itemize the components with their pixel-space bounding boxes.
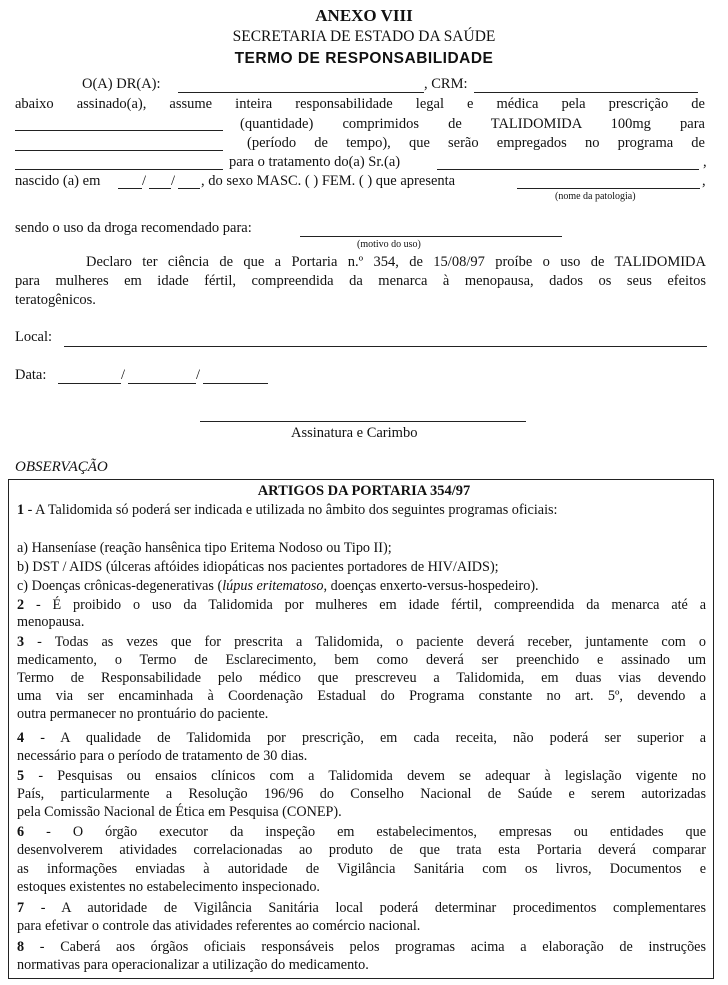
patient-name-field[interactable] xyxy=(437,169,699,170)
article-text: - A autoridade de Vigilância Sanitária local poderá determinar procedimentos complementares xyxy=(24,900,706,916)
document-title: TERMO DE RESPONSABILIDADE xyxy=(234,50,494,67)
observation-label: OBSERVAÇÃO xyxy=(15,459,108,475)
article-5-cont: pela Comissão Nacional de Ética em Pesquisa (CONEP). xyxy=(17,804,342,820)
date-year-field[interactable] xyxy=(203,383,268,384)
doctor-name-field[interactable] xyxy=(178,92,424,93)
date-slash: / xyxy=(142,173,147,189)
articles-title: ARTIGOS DA PORTARIA 354/97 xyxy=(257,483,471,499)
born-label: nascido (a) em xyxy=(15,173,101,189)
article-3-cont: medicamento, o Termo de Esclarecimento, bem como deverá ser preenchido e assinado um xyxy=(17,652,706,668)
program-item-a: a) Hanseníase (reação hansênica tipo Eritema Nodoso ou Tipo II); xyxy=(17,540,392,556)
local-field[interactable] xyxy=(64,346,707,347)
article-8-cont: normativas para operacionalizar a utilização do medicamento. xyxy=(17,957,369,973)
article-number: 7 xyxy=(17,900,25,916)
program-item-b: b) DST / AIDS (úlceras aftóides idiopáticas nos pacientes portadores de HIV/AIDS); xyxy=(17,559,499,575)
sex-options: , do sexo MASC. ( ) FEM. ( ) que apresenta xyxy=(201,173,456,189)
program-field[interactable] xyxy=(15,169,223,170)
responsibility-line: abaixo assinado(a), assume inteira responsabilidade legal e médica pela prescrição de xyxy=(15,96,705,112)
article-text: - A qualidade de Talidomida por prescrição, em cada receita, não poderá ser superior a xyxy=(24,730,706,746)
article-4 xyxy=(17,730,706,747)
article-1 xyxy=(17,502,706,519)
article-2-cont: menopausa. xyxy=(17,614,85,630)
drug-use-label: sendo o uso da droga recomendado para: xyxy=(15,220,252,236)
article-6-cont: estoques existentes no estabelecimento inspecionado. xyxy=(17,879,320,895)
drug-use-caption: (motivo do uso) xyxy=(357,239,421,250)
item-text: c) Doenças crônicas-degenerativas ( xyxy=(17,578,223,594)
article-3-cont: outra permanecer no prontuário do paciente. xyxy=(17,706,269,722)
article-text: - Todas as vezes que for prescrita a Talidomida, o paciente deverá receber, juntamente com o xyxy=(24,634,706,650)
article-2 xyxy=(17,597,706,614)
article-text: - A Talidomida só poderá ser indicada e utilizada no âmbito dos seguintes programas oficiais: xyxy=(24,502,558,518)
program-item-c xyxy=(17,578,706,595)
annex-title: ANEXO VIII xyxy=(315,6,413,25)
article-6-cont: as informações enviadas à autoridade de Vigilância Sanitária com os livros, Documentos e xyxy=(17,861,706,877)
date-slash: / xyxy=(121,367,126,383)
item-text: , doenças enxerto-versus-hospedeiro). xyxy=(323,578,539,594)
article-text: - Caberá aos órgãos oficiais responsáveis pelos programas acima a elaboração de instruções xyxy=(24,939,706,955)
article-3 xyxy=(17,634,706,651)
signature-label: Assinatura e Carimbo xyxy=(291,425,418,441)
article-number: 8 xyxy=(17,939,25,955)
date-month-field[interactable] xyxy=(128,383,196,384)
crm-field[interactable] xyxy=(474,92,698,93)
article-number: 6 xyxy=(17,824,25,840)
declaration-text: Declaro ter ciência de que a Portaria n.º 354, de 15/08/97 proíbe o uso de TALIDOMIDA xyxy=(86,254,706,270)
quantity-line: (quantidade) comprimidos de TALIDOMIDA 100mg para xyxy=(240,116,705,132)
article-7-cont: para efetivar o controle das atividades referentes ao comércio nacional. xyxy=(17,918,421,934)
patient-label: para o tratamento do(a) Sr.(a) xyxy=(229,154,401,170)
doctor-label: O(A) DR(A): xyxy=(82,76,161,92)
article-6-cont: desenvolverem atividades correlacionadas ao produto de que trata esta Portaria deverá comparar xyxy=(17,842,706,858)
article-number: 2 xyxy=(17,597,25,613)
birth-day-field[interactable] xyxy=(118,188,142,189)
quantity-field[interactable] xyxy=(15,130,223,131)
date-day-field[interactable] xyxy=(58,383,121,384)
signature-field[interactable] xyxy=(200,421,526,422)
date-slash: / xyxy=(196,367,201,383)
article-number: 4 xyxy=(17,730,25,746)
declaration-text: teratogênicos. xyxy=(15,292,96,308)
article-number: 3 xyxy=(17,634,25,650)
period-line: (período de tempo), que serão empregados no programa de xyxy=(247,135,705,151)
birth-year-field[interactable] xyxy=(178,188,200,189)
date-label: Data: xyxy=(15,367,47,383)
declaration-text: para mulheres em idade fértil, compreendida da menarca à menopausa, dados os seus efeitos xyxy=(15,273,706,289)
article-number: 5 xyxy=(17,768,25,784)
article-8 xyxy=(17,939,706,956)
article-5-cont: País, particularmente a Resolução 196/96 do Conselho Nacional de Saúde e serem autorizadas xyxy=(17,786,706,802)
article-3-cont: uma via ser encaminhada à Coordenação Estadual do Programa constante no art. 5º, devendo a xyxy=(17,688,706,704)
article-3-cont: Termo de Responsabilidade pelo médico que prescreveu a Talidomida, em duas vias devendo xyxy=(17,670,706,686)
item-italic: lúpus eritematoso xyxy=(222,578,324,594)
article-4-cont: necessário para o período de tratamento de 30 dias. xyxy=(17,748,308,764)
crm-label: , CRM: xyxy=(424,76,468,92)
article-6 xyxy=(17,824,706,841)
period-field[interactable] xyxy=(15,150,223,151)
article-5 xyxy=(17,768,706,785)
article-number: 1 xyxy=(17,502,25,518)
comma: , xyxy=(703,154,707,170)
comma: , xyxy=(702,173,706,189)
pathology-field[interactable] xyxy=(517,188,700,189)
date-slash: / xyxy=(171,173,176,189)
article-7 xyxy=(17,900,706,917)
local-label: Local: xyxy=(15,329,53,345)
article-text: - O órgão executor da inspeção em estabelecimentos, empresas ou entidades que xyxy=(24,824,706,840)
drug-use-field[interactable] xyxy=(300,236,562,237)
birth-month-field[interactable] xyxy=(149,188,171,189)
article-text: - É proibido o uso da Talidomida por mulheres em idade fértil, compreendida da menarca até a xyxy=(24,597,706,613)
pathology-caption: (nome da patologia) xyxy=(555,191,636,202)
secretariat-name: SECRETARIA DE ESTADO DA SAÚDE xyxy=(232,28,496,45)
article-text: - Pesquisas ou ensaios clínicos com a Talidomida devem se adequar à legislação vigente no xyxy=(24,768,706,784)
